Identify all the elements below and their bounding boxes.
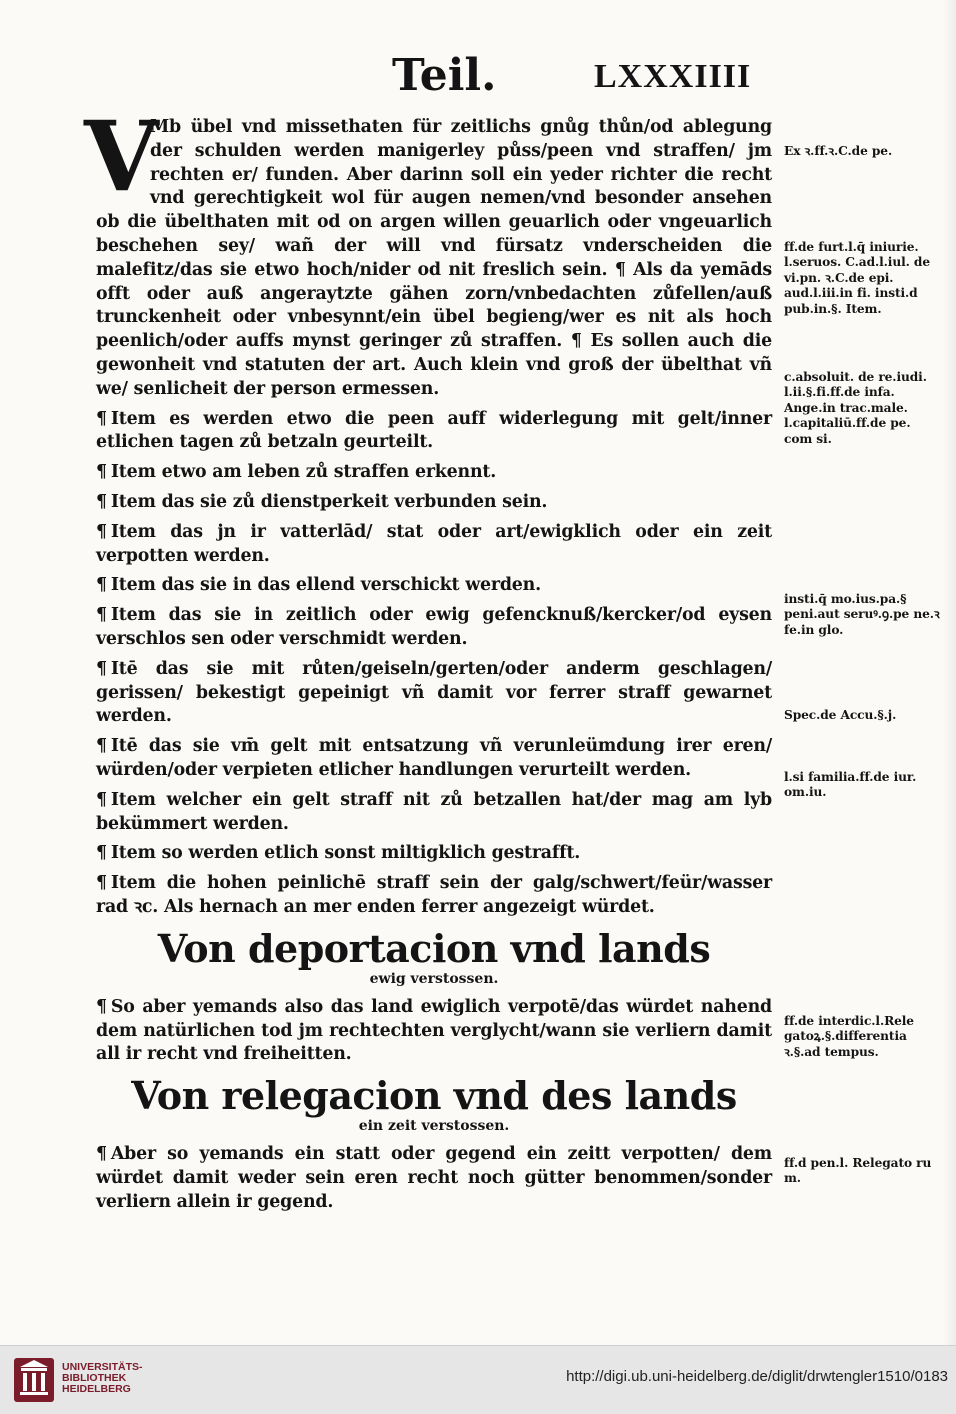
list-item	[96, 521, 772, 569]
pilcrow-icon: ¶	[96, 462, 107, 483]
list-item	[96, 842, 772, 866]
institution-name: UNIVERSITÄTS- BIBLIOTHEK HEIDELBERG	[62, 1361, 143, 1395]
list-item-text: Item das sie in das ellend verschickt werden.	[110, 575, 541, 596]
pilcrow-icon: ¶	[96, 736, 107, 757]
list-item-text: Item etwo am leben zů straffen erkennt.	[110, 462, 497, 483]
list-item	[96, 789, 772, 837]
main-text-column	[84, 100, 772, 1220]
list-item-text: Item es werden etwo die peen auff widerlegung mit gelt/inner etlichen tagen zů betzaln geurteilt.	[96, 408, 772, 453]
list-item	[96, 735, 772, 783]
margin-note: l.si familia.ff.de iur. om.iu.	[784, 770, 917, 800]
viewer-footer	[0, 1345, 956, 1414]
drop-capital: V	[84, 100, 159, 213]
section-subheading-deportation: ewig verstossen.	[369, 970, 499, 987]
pilcrow-icon: ¶	[96, 843, 107, 864]
source-url-link[interactable]: http://digi.ub.uni-heidelberg.de/diglit/drwtengler1510/0183	[566, 1368, 948, 1385]
list-item	[96, 574, 772, 598]
section-heading-relegation: Von relegacion vnd des lands	[131, 1073, 737, 1119]
list-item	[96, 491, 772, 515]
section-paragraph-deportation	[96, 996, 772, 1067]
section-heading-deportation: Von deportacion vnd lands	[157, 925, 711, 971]
margin-note: Ex ꝛ.ff.ꝛ.C.de pe.	[784, 144, 893, 158]
intro-paragraph	[84, 100, 772, 402]
margin-note: ff.d pen.l. Relegato ru m.	[784, 1156, 932, 1186]
pilcrow-icon: ¶	[96, 575, 107, 596]
pilcrow-icon: ¶	[96, 1144, 107, 1165]
list-item	[96, 658, 772, 729]
list-item	[96, 461, 772, 485]
list-item-text: Item die hohen peinlichē straff sein der galg/schwert/feür/wasser rad ꝛc. Als hernach an mer enden ferrer angezeigt würdet.	[96, 873, 772, 917]
margin-note: insti.q̄ mo.ius.pa.§ peni.aut seruꝰ.ꝯ.pe ne.ꝛ fe.in glo.	[784, 592, 940, 637]
list-item	[96, 604, 772, 652]
intro-text: Mb übel vnd missethaten für zeitlichs gnůg thůn/od ablegung der schulden werden manigerley půss/peen vnd straffen/ jm rechten er/ funden. Aber darinn soll ein yeder richter die recht vnd gerechtigkeit wol für augen nemen/vnd besonder ansehen ob die übelthaten mit od on argen willen geuarlich oder vngeuarlich beschehen sey/ wañ der will vnd fürsatz vnderscheiden die malefitz/das sie etwo hoch/nider od nit freslich sein. ¶ Als da yemāds offt oder auß angeraytzte gähen zorn/vnbedachten zůfellen/auß trunckenheit oder vnbesynnt/ein übel begieng/wer es nit als hoch peenlich/oder auffs mynst geringer zů straffen. ¶ Es sollen auch die gewonheit vnd statuten der art. Auch klein vnd groß der übelthat vñ we/ senlicheit der person ermessen.	[96, 117, 772, 399]
section-paragraph-relegation	[96, 1143, 772, 1214]
section-subheading-relegation: ein zeit verstossen.	[358, 1118, 510, 1135]
list-item	[96, 408, 772, 456]
list-item-text: Itē das sie vm̄ gelt mit entsatzung vñ verunleümdung irer eren/ würden/oder verpieten etlicher handlungen verurteilt werden.	[96, 736, 772, 780]
list-item-text: Item das sie zů dienstperkeit verbunden sein.	[110, 491, 548, 512]
pilcrow-icon: ¶	[96, 521, 107, 542]
pilcrow-icon: ¶	[96, 873, 107, 894]
margin-note: ff.de interdic.l.Rele gatoꝝ.§.differentia ꝛ.§.ad tempus.	[784, 1014, 914, 1059]
list-item-text: Itē das sie mit růten/geiseln/gerten/oder anderm geschlagen/ gerissen/ bekestigt gepeinigt vñ damit vor ferrer straff gewarnet werden.	[96, 658, 772, 727]
pilcrow-icon: ¶	[96, 408, 107, 429]
pilcrow-icon: ¶	[96, 605, 107, 626]
pilcrow-icon: ¶	[96, 996, 107, 1017]
list-item-text: Item welcher ein gelt straff nit zů betzallen hat/der mag am lyb bekümmert werden.	[96, 789, 772, 834]
margin-note: ff.de furt.l.q̄ iniurie. l.seruos. C.ad.l.iul. de vi.pn. ꝛ.C.de epi. aud.l.iii.in fi. insti.d pub.in.§. Item.	[784, 240, 930, 316]
section-text: So aber yemands also das land ewiglich verpotē/das würdet nahend dem natürlichen tod jm rechtechten verglycht/wann sie verliern damit all ir recht vnd freiheitten.	[96, 996, 772, 1065]
margin-note: Spec.de Accu.§.j.	[784, 708, 897, 722]
pilcrow-icon: ¶	[96, 491, 107, 512]
list-item-text: Item so werden etlich sonst miltigklich gestrafft.	[110, 843, 581, 864]
section-text: Aber so yemands ein statt oder gegend ein zeitt verpotten/ dem würdet damit weder sein eren recht noch gütter benommen/sonder verliern allein ir gegend.	[96, 1144, 772, 1212]
pilcrow-icon: ¶	[96, 658, 107, 679]
pilcrow-icon: ¶	[96, 789, 107, 810]
folio-number: LXXXIIII	[594, 58, 752, 95]
university-seal-icon	[12, 1356, 56, 1404]
list-item-text: Item das sie in zeitlich oder ewig gefencknuß/kercker/od eysen verschlos sen oder verschmidt werden.	[96, 605, 772, 649]
list-item	[96, 872, 772, 920]
margin-note: c.absoluit. de re.iudi. l.ii.§.fi.ff.de infa. Ange.in trac.male. l.capitaliū.ff.de pe. com si.	[784, 370, 927, 446]
running-title: Teil.	[392, 50, 497, 101]
list-item-text: Item das jn ir vatterlād/ stat oder art/ewigklich oder ein zeit verpotten werden.	[96, 521, 772, 566]
